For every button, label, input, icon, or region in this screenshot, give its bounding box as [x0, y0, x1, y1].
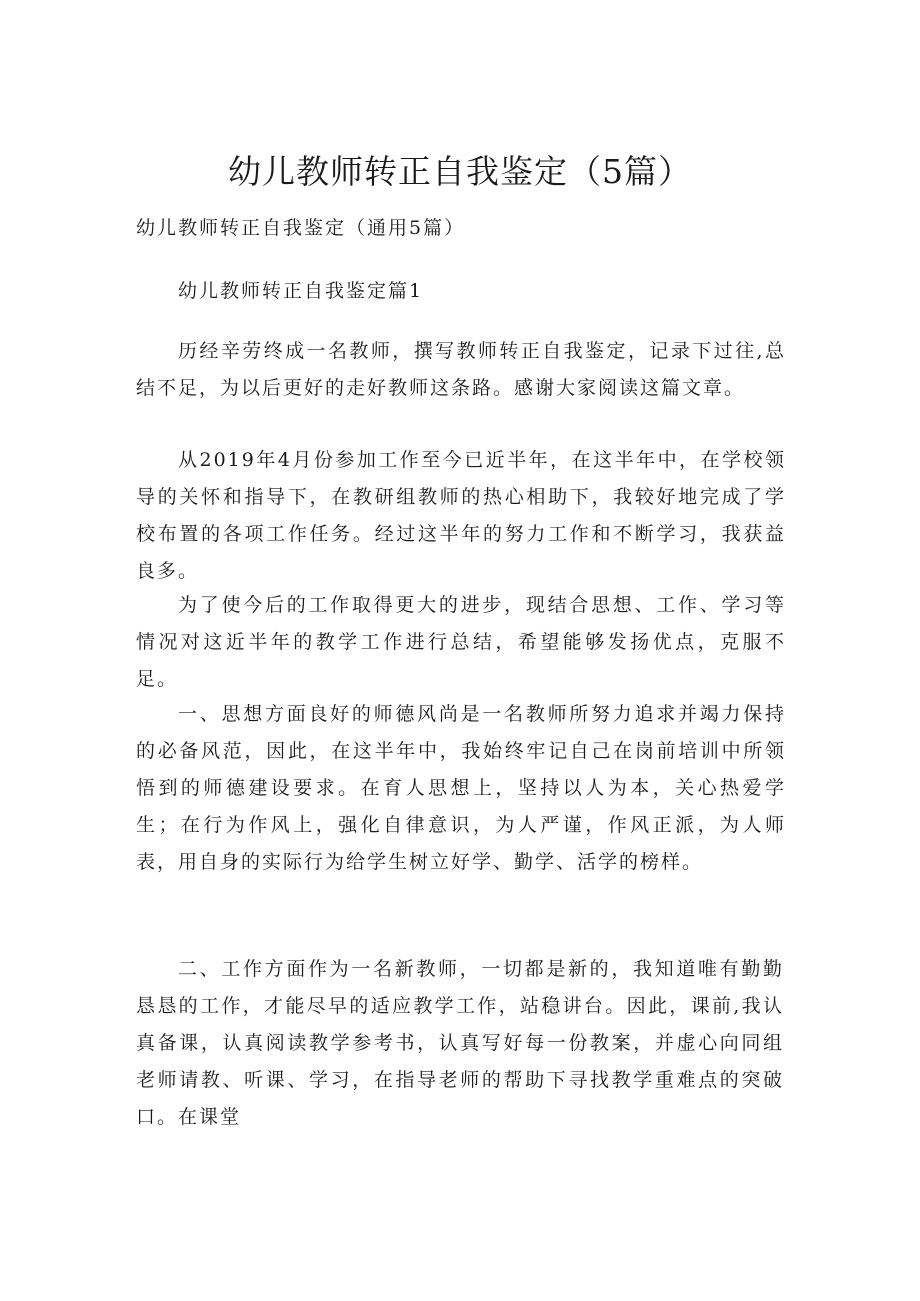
- paragraph-work: 二、工作方面作为一名新教师，一切都是新的，我知道唯有勤勤恳恳的工作，才能尽早的适应教学工作，站稳讲台。因此，课前,我认真备课，认真阅读教学参考书，认真写好每一份教案，并虚心向同组老师请教、听课、学习，在指导老师的帮助下寻找教学重难点的突破口。在课堂: [136, 958, 784, 1128]
- section-heading: 幼儿教师转正自我鉴定篇1: [178, 280, 424, 302]
- paragraph-summary-purpose: 为了使今后的工作取得更大的进步，现结合思想、工作、学习等情况对这近半年的教学工作进行总结，希望能够发扬优点，克服不足。: [136, 594, 786, 690]
- document-subtitle: 幼儿教师转正自我鉴定（通用5篇）: [136, 217, 466, 239]
- paragraph-ideology: 一、思想方面良好的师德风尚是一名教师所努力追求并竭力保持的必备风范，因此，在这半年中，我始终牢记自己在岗前培训中所领悟到的师德建设要求。在育人思想上，坚持以人为本，关心热爱学生；在行为作风上，强化自律意识，为人严谨，作风正派，为人师表，用自身的实际行为给学生树立好学、勤学、活学的榜样。: [136, 703, 786, 873]
- paragraph-intro: 历经辛劳终成一名教师，撰写教师转正自我鉴定，记录下过往,总结不足，为以后更好的走好教师这条路。感谢大家阅读这篇文章。: [136, 340, 786, 399]
- paragraph-work-start: 从2019年4月份参加工作至今已近半年，在这半年中，在学校领导的关怀和指导下，在教研组教师的热心相助下，我较好地完成了学校布置的各项工作任务。经过这半年的努力工作和不断学习，我获益良多。: [136, 449, 786, 582]
- document-title: 幼儿教师转正自我鉴定（5篇）: [228, 152, 692, 191]
